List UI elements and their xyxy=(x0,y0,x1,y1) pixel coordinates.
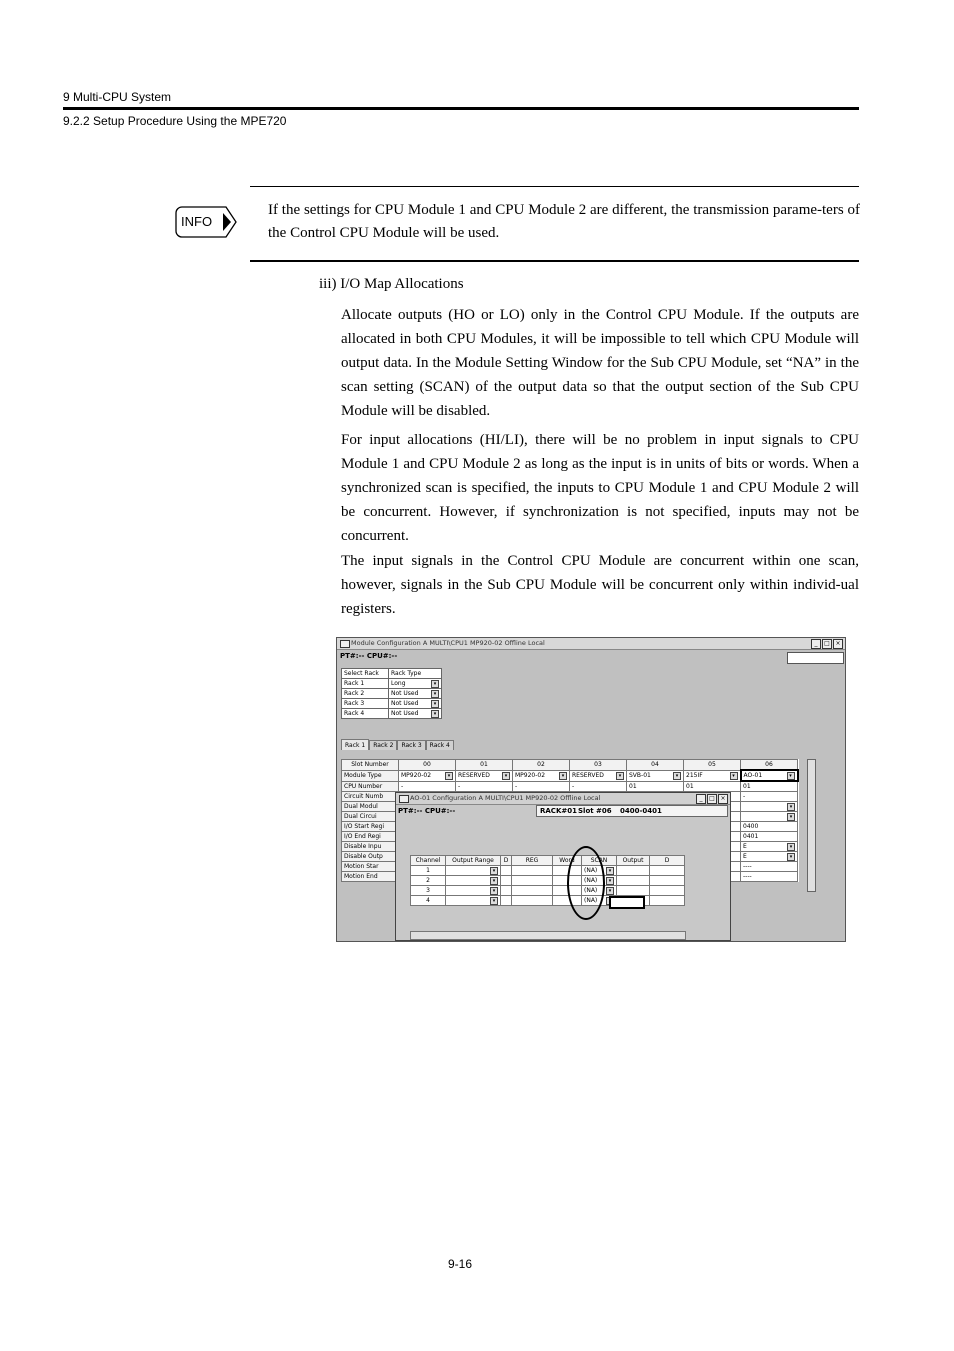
scan-select[interactable]: (NA) xyxy=(582,896,617,906)
slot-cell[interactable] xyxy=(741,812,798,822)
cpu-number-cell[interactable]: - xyxy=(399,781,456,792)
d-checkbox[interactable] xyxy=(501,876,512,886)
slot-header: 01 xyxy=(456,760,513,771)
d-header: D xyxy=(650,856,685,866)
row-label: Circuit Numb xyxy=(342,792,399,802)
output-cell[interactable] xyxy=(617,866,650,876)
chevron-down-icon[interactable]: ▾ xyxy=(490,887,498,895)
minimize-icon[interactable]: _ xyxy=(811,639,821,649)
slot-cell[interactable]: ---- xyxy=(741,872,798,882)
scan-highlight-circle xyxy=(567,846,605,920)
chapter-header: 9 Multi-CPU System xyxy=(63,90,172,104)
rack-type-select[interactable]: Not Used ▾ xyxy=(389,699,442,709)
chevron-down-icon[interactable]: ▾ xyxy=(787,843,795,851)
cpu-number-cell[interactable]: 01 xyxy=(741,781,798,792)
page-number: 9-16 xyxy=(448,1257,473,1271)
module-configuration-window xyxy=(336,637,846,942)
channel-number: 4 xyxy=(411,896,446,906)
row-label: I/O Start Regi xyxy=(342,822,399,832)
cpu-number-cell[interactable]: 01 xyxy=(684,781,741,792)
chevron-down-icon[interactable]: ▾ xyxy=(490,897,498,905)
scan-select[interactable]: (NA) ▾ xyxy=(582,866,617,876)
row-label: Dual Circui xyxy=(342,812,399,822)
reg-cell[interactable] xyxy=(512,886,553,896)
row-label: Disable Outp xyxy=(342,852,399,862)
chevron-down-icon[interactable]: ▾ xyxy=(445,772,453,780)
reg-cell[interactable] xyxy=(512,876,553,886)
chevron-down-icon[interactable]: ▾ xyxy=(431,690,439,698)
scan-header: SCAN xyxy=(582,856,617,866)
output-range-select[interactable] xyxy=(446,896,501,906)
subheading: iii) I/O Map Allocations xyxy=(319,276,464,292)
chevron-down-icon[interactable]: ▾ xyxy=(502,772,510,780)
info-bottom-rule xyxy=(250,260,859,262)
output-range-select[interactable] xyxy=(446,886,501,896)
module-type-select[interactable]: MP920-02 ▾ xyxy=(513,770,570,781)
chevron-down-icon[interactable]: ▾ xyxy=(431,700,439,708)
channel-header: Channel xyxy=(411,856,446,866)
window-icon xyxy=(399,795,409,803)
module-type-select[interactable]: AO-01 ▾ xyxy=(741,770,798,781)
cpu-number-cell[interactable]: 01 xyxy=(627,781,684,792)
row-label: I/O End Regi xyxy=(342,832,399,842)
output-range-header: Output Range xyxy=(446,856,501,866)
maximize-icon[interactable]: □ xyxy=(822,639,832,649)
slot-cell[interactable]: 0401 xyxy=(741,832,798,842)
paragraph-2: For input allocations (HI/LI), there will be no problem in input signals to CPU Module 1 and CPU Module 2 as long as the input is in units of bits or words. When a synchronized scan is specified, the inputs to CPU Module 1 and CPU Module 2 will be concurrent. However, if synchronization is not specified, inputs may not be concurrent. xyxy=(341,432,859,544)
output-header: Output xyxy=(617,856,650,866)
rack-name[interactable]: Rack 3 xyxy=(342,699,389,709)
info-badge-label: INFO xyxy=(181,214,213,229)
rack-type-select[interactable]: Not Used ▾ xyxy=(389,689,442,699)
chevron-down-icon[interactable]: ▾ xyxy=(730,772,738,780)
rack-table xyxy=(341,668,442,719)
d-checkbox[interactable] xyxy=(501,866,512,876)
cpu-number-cell[interactable]: - xyxy=(456,781,513,792)
slot-cell[interactable]: - xyxy=(741,792,798,802)
row-label: Dual Modul xyxy=(342,802,399,812)
pt-cpu-field xyxy=(787,652,844,664)
inner-range-label: 0400-0401 xyxy=(620,807,662,815)
section-header: 9.2.2 Setup Procedure Using the MPE720 xyxy=(63,114,287,128)
inner-titlebar xyxy=(396,793,730,805)
reg-header: REG xyxy=(512,856,553,866)
rack-header-select: Select Rack xyxy=(342,669,389,679)
row-label: Motion End xyxy=(342,872,399,882)
close-icon[interactable]: × xyxy=(833,639,843,649)
cpu-number-cell[interactable]: - xyxy=(570,781,627,792)
scan-select[interactable]: (NA) ▾ xyxy=(582,886,617,896)
module-type-label: Module Type xyxy=(342,770,399,781)
output-selection-box xyxy=(609,896,645,909)
output-range-select[interactable] xyxy=(446,876,501,886)
rack-type-select[interactable]: Long ▾ xyxy=(389,679,442,689)
d-checkbox[interactable] xyxy=(501,886,512,896)
chevron-down-icon[interactable]: ▾ xyxy=(431,680,439,688)
tab-rack-4[interactable]: Rack 4 xyxy=(426,740,454,750)
ao-01-configuration-window xyxy=(395,792,731,941)
chevron-down-icon[interactable]: ▾ xyxy=(606,887,614,895)
chevron-down-icon[interactable]: ▾ xyxy=(787,772,795,780)
module-type-select[interactable]: SVB-01 ▾ xyxy=(627,770,684,781)
row-label: Motion Star xyxy=(342,862,399,872)
slot-cell[interactable]: ---- xyxy=(741,862,798,872)
cpu-number-cell[interactable]: - xyxy=(513,781,570,792)
rack-header-type: Rack Type xyxy=(389,669,442,679)
slot-cell[interactable]: E ▾ xyxy=(741,842,798,852)
slot-header: 03 xyxy=(570,760,627,771)
tab-rack-1[interactable]: Rack 1 xyxy=(341,739,369,750)
cpu-number-label: CPU Number xyxy=(342,781,399,792)
module-type-select[interactable]: RESERVED ▾ xyxy=(456,770,513,781)
inner-window-title: AO-01 Configuration A MULTI\CPU1 MP920-02 Offline Local xyxy=(410,794,601,802)
main-window-title: Module Configuration A MULTI\CPU1 MP920-02 Offline Local xyxy=(351,639,545,647)
pt-cpu-label: PT#:-- CPU#:-- xyxy=(340,652,398,660)
paragraph-1: Allocate outputs (HO or LO) only in the Control CPU Module. If the outputs are allocated in both CPU Modules, it will be impossible to tell which CPU Module will output data. In the Module Setting Window for the Sub CPU Module, set “NA” in the scan setting (SCAN) of the output data so that the output section of the Sub CPU Module will be disabled. xyxy=(341,307,859,419)
chevron-down-icon[interactable]: ▾ xyxy=(787,813,795,821)
rack-tabs xyxy=(341,740,454,750)
rack-name[interactable]: Rack 1 xyxy=(342,679,389,689)
word-header: Word xyxy=(553,856,582,866)
slot-header: 02 xyxy=(513,760,570,771)
rack-name[interactable]: Rack 2 xyxy=(342,689,389,699)
close-icon[interactable]: × xyxy=(718,794,728,804)
main-titlebar xyxy=(337,638,845,650)
slot-cell[interactable]: E ▾ xyxy=(741,852,798,862)
slot-header: 06 xyxy=(741,760,798,771)
row-label: Disable Inpu xyxy=(342,842,399,852)
slot-cell[interactable] xyxy=(741,802,798,812)
d-header: D xyxy=(501,856,512,866)
tab-rack-2[interactable]: Rack 2 xyxy=(369,740,397,750)
rack-name[interactable]: Rack 4 xyxy=(342,709,389,719)
scan-select[interactable]: (NA) ▾ xyxy=(582,876,617,886)
header-rule xyxy=(63,107,859,110)
chevron-down-icon[interactable]: ▾ xyxy=(606,867,614,875)
reg-cell[interactable] xyxy=(512,866,553,876)
maximize-icon[interactable]: □ xyxy=(707,794,717,804)
vertical-scrollbar[interactable] xyxy=(807,759,816,892)
chevron-down-icon[interactable]: ▾ xyxy=(787,803,795,811)
channel-number: 2 xyxy=(411,876,446,886)
module-type-select[interactable]: MP920-02 ▾ xyxy=(399,770,456,781)
slot-header: 04 xyxy=(627,760,684,771)
reg-cell[interactable] xyxy=(512,896,553,906)
inner-slot-label: Slot #06 xyxy=(578,807,612,815)
output-cell[interactable] xyxy=(617,876,650,886)
chevron-down-icon[interactable]: ▾ xyxy=(787,853,795,861)
rack-type-select[interactable]: Not Used ▾ xyxy=(389,709,442,719)
chevron-down-icon[interactable]: ▾ xyxy=(673,772,681,780)
output-range-select[interactable] xyxy=(446,866,501,876)
info-text: If the settings for CPU Module 1 and CPU Module 2 are different, the transmission parame-ters of the Control CPU Module will be used. xyxy=(268,202,860,241)
channel-number: 1 xyxy=(411,866,446,876)
window-icon xyxy=(340,640,350,648)
output-cell[interactable] xyxy=(617,886,650,896)
slot-header: 05 xyxy=(684,760,741,771)
chevron-down-icon[interactable]: ▾ xyxy=(616,772,624,780)
minimize-icon[interactable]: _ xyxy=(696,794,706,804)
slot-cell[interactable]: 0400 xyxy=(741,822,798,832)
module-type-select[interactable]: 215IF ▾ xyxy=(684,770,741,781)
chevron-down-icon[interactable]: ▾ xyxy=(559,772,567,780)
horizontal-scrollbar[interactable] xyxy=(410,931,686,940)
chevron-down-icon[interactable]: ▾ xyxy=(606,877,614,885)
info-top-rule xyxy=(250,186,859,187)
chevron-down-icon[interactable]: ▾ xyxy=(490,877,498,885)
inner-pt-cpu-label: PT#:-- CPU#:-- xyxy=(398,807,456,815)
module-type-select[interactable]: RESERVED ▾ xyxy=(570,770,627,781)
chevron-down-icon[interactable]: ▾ xyxy=(431,710,439,718)
slot-number-label: Slot Number xyxy=(342,760,399,771)
info-icon xyxy=(174,205,238,239)
slot-header: 00 xyxy=(399,760,456,771)
inner-rack-label: RACK#01 xyxy=(540,807,577,815)
channel-number: 3 xyxy=(411,886,446,896)
paragraph-3: The input signals in the Control CPU Module are concurrent within one scan, however, signals in the Sub CPU Module will be concurrent only within individ-ual registers. xyxy=(341,553,859,617)
chevron-down-icon[interactable]: ▾ xyxy=(490,867,498,875)
tab-rack-3[interactable]: Rack 3 xyxy=(397,740,425,750)
d-checkbox[interactable] xyxy=(501,896,512,906)
